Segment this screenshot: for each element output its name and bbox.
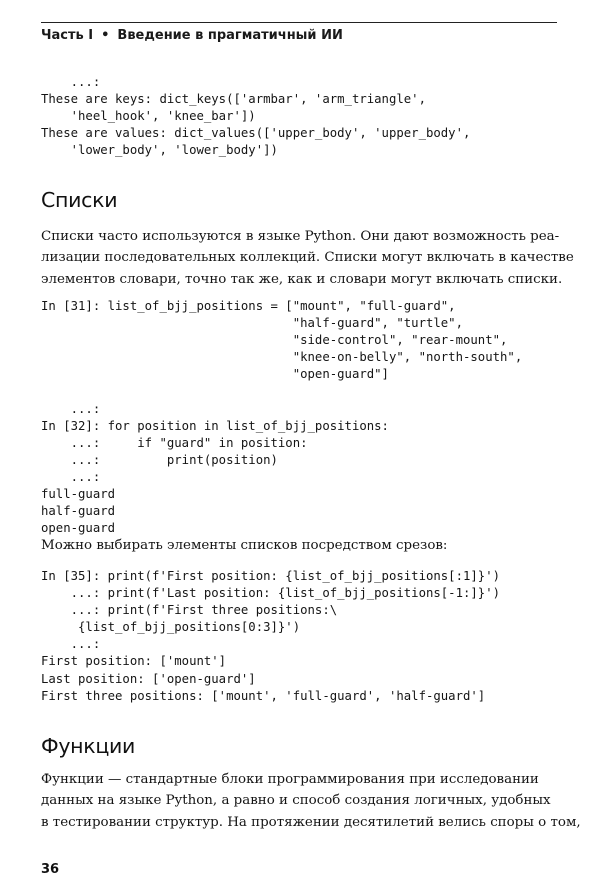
running-head <box>41 28 343 43</box>
code-line: In [31]: list_of_bjj_positions = ["mount", "full-guard", <box>41 299 456 313</box>
code-line: ...: <box>41 75 101 89</box>
code-line: "open-guard"] <box>41 367 389 382</box>
lists-paragraph <box>41 226 574 290</box>
slices-intro <box>41 535 558 556</box>
paragraph-line: Функции — стандартные блоки программирования при исследовании <box>41 772 539 787</box>
code-line: "half-guard", "turtle", <box>41 316 463 331</box>
code-line: "side-control", "rear-mount", <box>41 333 508 348</box>
code-line: First position: ['mount'] <box>41 654 227 669</box>
code-line: {list_of_bjj_positions[0:3]}') <box>41 620 301 635</box>
code-line: ...: <box>41 401 101 416</box>
code-line: ...: print(f'Last position: {list_of_bjj_positions[-1:]}') <box>41 586 501 601</box>
code-block-list-definition <box>41 298 522 537</box>
code-line: In [32]: for position in list_of_bjj_positions: <box>41 418 389 433</box>
code-block-slices <box>41 568 500 705</box>
code-line: ...: <box>41 469 101 484</box>
page-number: 36 <box>41 862 60 877</box>
paragraph-line: элементов словари, точно так же, как и словари могут включать списки. <box>41 271 563 287</box>
header-rule <box>41 22 557 23</box>
paragraph-line: лизации последовательных коллекций. Списки могут включать в качестве <box>41 250 574 266</box>
section-heading-functions: Функции <box>41 734 136 758</box>
code-line: 'heel_hook', 'knee_bar']) <box>41 109 256 124</box>
paragraph-line: в тестировании структур. На протяжении десятилетий велись споры о том, <box>41 814 581 830</box>
paragraph-line: данных на языке Python, а равно и способ создания логичных, удобных <box>41 793 551 809</box>
running-head-title: Введение в прагматичный ИИ <box>117 28 343 43</box>
code-line: In [35]: print(f'First position: {list_of_bjj_positions[:1]}') <box>41 569 501 583</box>
code-line: ...: print(f'First three positions:\ <box>41 603 338 618</box>
code-line: 'lower_body', 'lower_body']) <box>41 143 278 158</box>
running-head-bullet: • <box>101 28 110 43</box>
paragraph-line: Списки часто используются в языке Python. Они дают возможность реа- <box>41 229 560 244</box>
code-line: full-guard <box>41 487 116 502</box>
code-line: These are values: dict_values(['upper_body', 'upper_body', <box>41 126 471 141</box>
code-line: open-guard <box>41 521 116 536</box>
code-line: ...: print(position) <box>41 452 278 467</box>
code-line: "knee-on-belly", "north-south", <box>41 350 523 365</box>
section-heading-lists: Списки <box>41 188 118 212</box>
functions-paragraph <box>41 769 581 833</box>
code-line: First three positions: ['mount', 'full-guard', 'half-guard'] <box>41 688 486 703</box>
paragraph-line: Можно выбирать элементы списков посредством срезов: <box>41 538 448 553</box>
code-line: half-guard <box>41 504 116 519</box>
running-head-part: Часть I <box>41 28 94 43</box>
code-line: These are keys: dict_keys(['armbar', 'arm_triangle', <box>41 92 426 107</box>
code-block-dict-output <box>41 74 470 159</box>
code-line: Last position: ['open-guard'] <box>41 671 256 686</box>
code-line: ...: if "guard" in position: <box>41 435 308 450</box>
code-line: ...: <box>41 637 101 652</box>
